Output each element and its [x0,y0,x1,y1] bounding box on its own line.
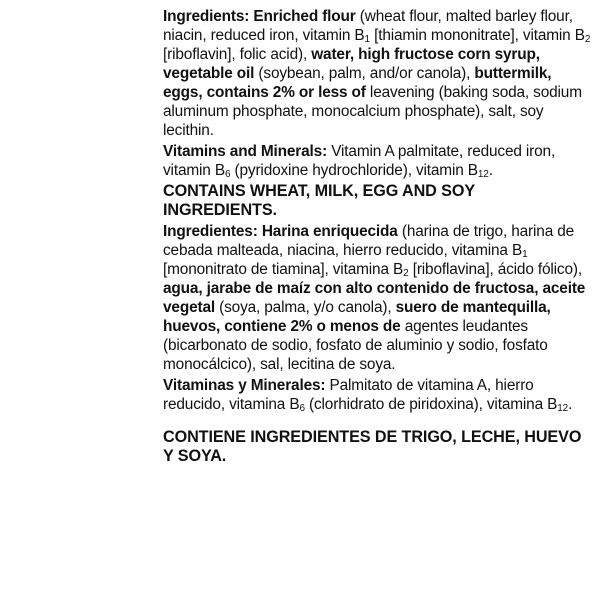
vitamins-es-heading: Vitaminas y Minerales: [163,377,326,394]
subscript-6: 6 [299,403,305,414]
ingredients-es-text: agentes leudantes (bicarbonato de sodio, fosfato de aluminio y sodio, fosfato monocálcico), sal, lecitina de soya. [163,318,548,373]
ingredients-label [163,7,593,466]
subscript-6: 6 [224,169,231,180]
enriched-flour-text: Enriched flour [253,8,356,25]
subscript-12: 12 [557,403,569,414]
ingredients-en-text: (wheat flour, malted barley flour, niacin, reduced iron, vitamin B [163,8,573,44]
subscript-12: 12 [477,169,489,180]
vitamins-es-text: (clorhidrato de piridoxina), vitamina B [309,396,558,413]
ingredients-en-text: [riboflavin], folic acid), [163,46,308,63]
subscript-1: 1 [364,34,370,45]
subscript-1: 1 [522,249,528,260]
ingredients-es-text: [riboflavina], ácido fólico), [412,261,582,278]
vitamins-es-text: Palmitato de vitamina A, hierro reducido, vitamina B [163,377,534,413]
harina-enriquecida-text: Harina enriquecida [261,223,398,240]
ingredients-es-text: [mononitrato de tiamina], vitamina B [163,261,404,278]
ingredients-es-bold-text: agua, jarabe de maíz con alto contenido de fructosa, aceite vegetal [163,280,586,316]
ingredients-es-heading: Ingredientes: [163,223,258,240]
ingredients-en-text: leavening (baking soda, sodium aluminum phosphate, monocalcium phosphate), salt, soy lecithin. [163,84,582,139]
allergen-es-statement: CONTIENE INGREDIENTES DE TRIGO, LECHE, HUEVO Y SOYA. [163,428,582,465]
ingredients-en-bold-text: buttermilk, eggs, contains 2% or less of [163,65,552,101]
ingredients-es-paragraph [163,222,593,374]
subscript-2: 2 [403,268,409,279]
ingredients-es-text: (harina de trigo, harina de cebada malteada, niacina, hierro reducido, vitamina B [163,223,575,259]
subscript-2: 2 [584,34,591,45]
vitamins-en-text: (pyridoxine hydrochloride), vitamin B [234,162,478,179]
ingredients-en-heading: Ingredients: [163,8,250,25]
vitamins-en-text: Vitamin A palmitate, reduced iron, vitamin B [163,143,556,179]
vitamins-es-paragraph [163,376,593,414]
ingredients-en-paragraph [163,7,593,140]
ingredients-es-bold-text: suero de mantequilla, huevos, contiene 2% o menos de [163,299,551,335]
ingredients-en-bold-text: water, high fructose corn syrup, vegetable oil [163,46,540,82]
ingredients-es-text: (soya, palma, y/o canola), [219,299,392,316]
ingredients-en-text: [thiamin mononitrate], vitamin B [374,27,585,44]
vitamins-en-paragraph [163,142,593,180]
vitamins-es-period: . [568,396,573,413]
allergen-en-statement: CONTAINS WHEAT, MILK, EGG AND SOY INGREDIENTS. [163,182,475,219]
vitamins-en-heading: Vitamins and Minerals: [163,143,328,160]
vitamins-en-period: . [488,162,493,179]
ingredients-en-text: (soybean, palm, and/or canola), [258,65,471,82]
